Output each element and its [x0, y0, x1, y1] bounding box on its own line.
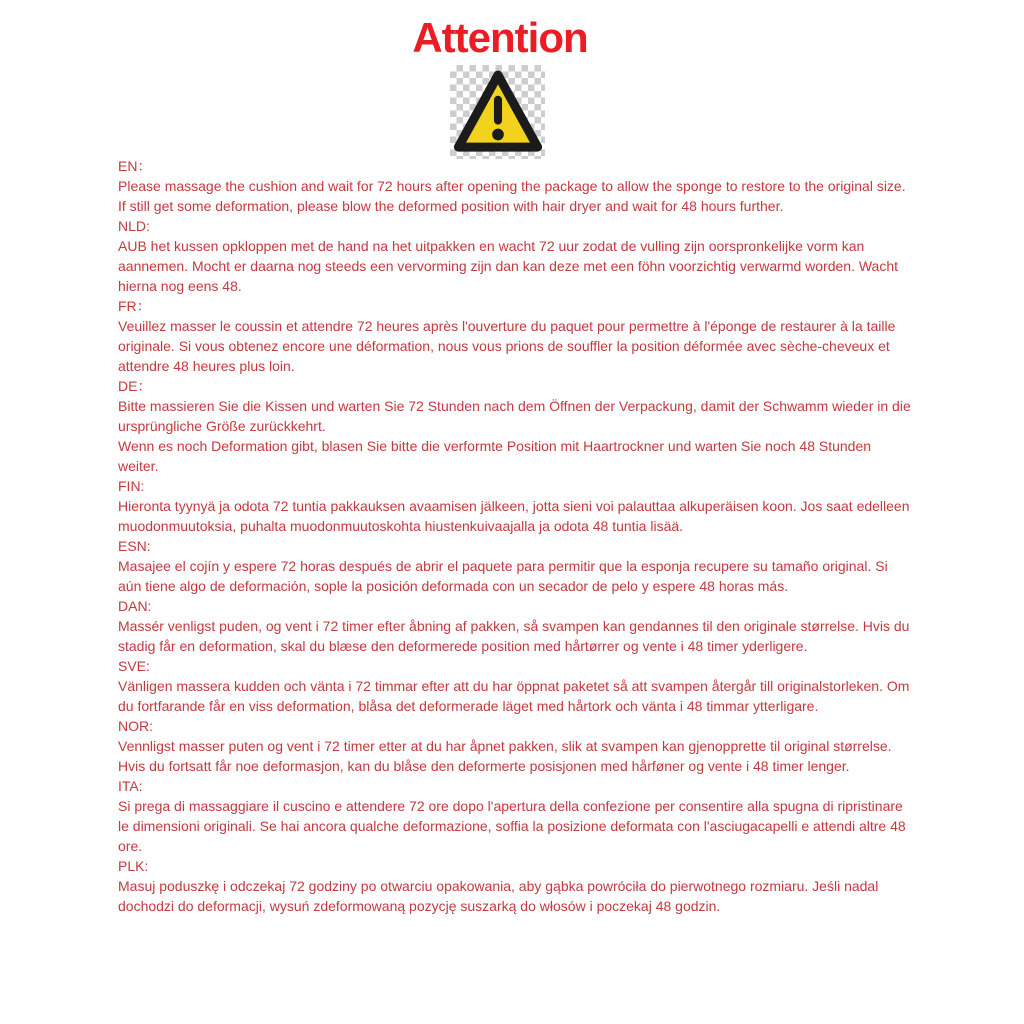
language-sections	[118, 156, 912, 916]
language-label-nld: NLD:	[118, 218, 150, 234]
language-label-ita: ITA:	[118, 778, 143, 794]
section-paragraph: Wenn es noch Deformation gibt, blasen Sie bitte die verformte Position mit Haartrockner und warten Sie noch 48 Stunden weiter.	[118, 438, 872, 474]
section-paragraph: Vennligst masser puten og vent i 72 timer etter at du har åpnet pakken, slik at svampen kan gjenopprette til original størrelse. Hvis du fortsatt får noe deformasjon, kan du blåse den deformerte posisjonen med hårføner og vente i 48 timer lenger.	[118, 738, 892, 774]
language-label-nor: NOR:	[118, 718, 153, 734]
section-paragraph: Veuillez masser le coussin et attendre 72 heures après l'ouverture du paquet pour permettre à l'éponge de restaurer à la taille originale. Si vous obtenez encore une déformation, nous vous prions de souffler la position déformée avec sèche-cheveux et attendre 48 heures plus loin.	[118, 318, 896, 374]
section-paragraph: Hieronta tyynyä ja odota 72 tuntia pakkauksen avaamisen jälkeen, jotta sieni voi palauttaa alkuperäisen koon. Jos saat edelleen muodonmuutoksia, puhalta muodonmuutoskohta hiustenkuivaajalla ja odota 48 tuntia lisää.	[118, 498, 910, 534]
section-paragraph: Masuj poduszkę i odczekaj 72 godziny po otwarciu opakowania, aby gąbka powróciła do pierwotnego rozmiaru. Jeśli nadal dochodzi do deformacji, wysuń zdeformowaną pozycję suszarką do włosów i poczekaj 48 godzin.	[118, 878, 879, 914]
section-paragraph: Masajee el cojín y espere 72 horas después de abrir el paquete para permitir que la esponja recupere su tamaño original. Si aún tiene algo de deformación, sople la posición deformada con un secador de pelo y espere 48 horas más.	[118, 558, 888, 594]
section-paragraph: Bitte massieren Sie die Kissen und warten Sie 72 Stunden nach dem Öffnen der Verpackung, damit der Schwamm wieder in die ursprüngliche Größe zurückkehrt.	[118, 398, 911, 434]
section-paragraph: Please massage the cushion and wait for 72 hours after opening the package to allow the sponge to restore to the original size. If still get some deformation, please blow the deformed position with hair dryer and wait for 48 hours further.	[118, 178, 906, 214]
section-de	[118, 376, 912, 476]
section-sve	[118, 656, 912, 716]
section-fr	[118, 296, 912, 376]
section-paragraph: Si prega di massaggiare il cuscino e attendere 72 ore dopo l'apertura della confezione per consentire alla spugna di ripristinare le dimensioni originali. Se hai ancora qualche deformazione, soffia la posizione deformata con l'asciugacapelli e attendi altre 48 ore.	[118, 798, 906, 854]
section-dan	[118, 596, 912, 656]
section-esn	[118, 536, 912, 596]
language-label-esn: ESN:	[118, 538, 151, 554]
transparency-checkerboard	[450, 65, 545, 159]
section-paragraph: AUB het kussen opkloppen met de hand na het uitpakken en wacht 72 uur zodat de vulling zijn oorspronkelijke vorm kan aannemen. Mocht er daarna nog steeds een vervorming zijn dan kan deze met een föhn voorzichtig verwarmd worden. Wacht hierna nog eens 48.	[118, 238, 899, 294]
language-label-dan: DAN:	[118, 598, 152, 614]
section-nor	[118, 716, 912, 776]
language-label-fin: FIN:	[118, 478, 145, 494]
section-fin	[118, 476, 912, 536]
language-label-plk: PLK:	[118, 858, 149, 874]
warning-triangle-icon	[453, 68, 543, 156]
language-label-fr: FR：	[118, 298, 151, 314]
warning-icon-container	[450, 65, 545, 159]
language-label-sve: SVE:	[118, 658, 150, 674]
page-title: Attention	[412, 14, 588, 61]
section-paragraph: Vänligen massera kudden och vänta i 72 timmar efter att du har öppnat paketet så att svampen återgår till originalstorleken. Om du fortfarande får en viss deformation, blåsa det deformerade läget med hårtork och vänta i 48 timmar ytterligare.	[118, 678, 910, 714]
section-plk	[118, 856, 912, 916]
language-label-de: DE：	[118, 378, 152, 394]
section-en	[118, 156, 912, 216]
section-ita	[118, 776, 912, 856]
section-paragraph: Massér venligst puden, og vent i 72 timer efter åbning af pakken, så svampen kan gendannes til den originale størrelse. Hvis du stadig får en deformation, skal du blæse den deformerede position med hårtørrer og vente i 48 timer yderligere.	[118, 618, 910, 654]
language-label-en: EN：	[118, 158, 152, 174]
section-nld	[118, 216, 912, 296]
